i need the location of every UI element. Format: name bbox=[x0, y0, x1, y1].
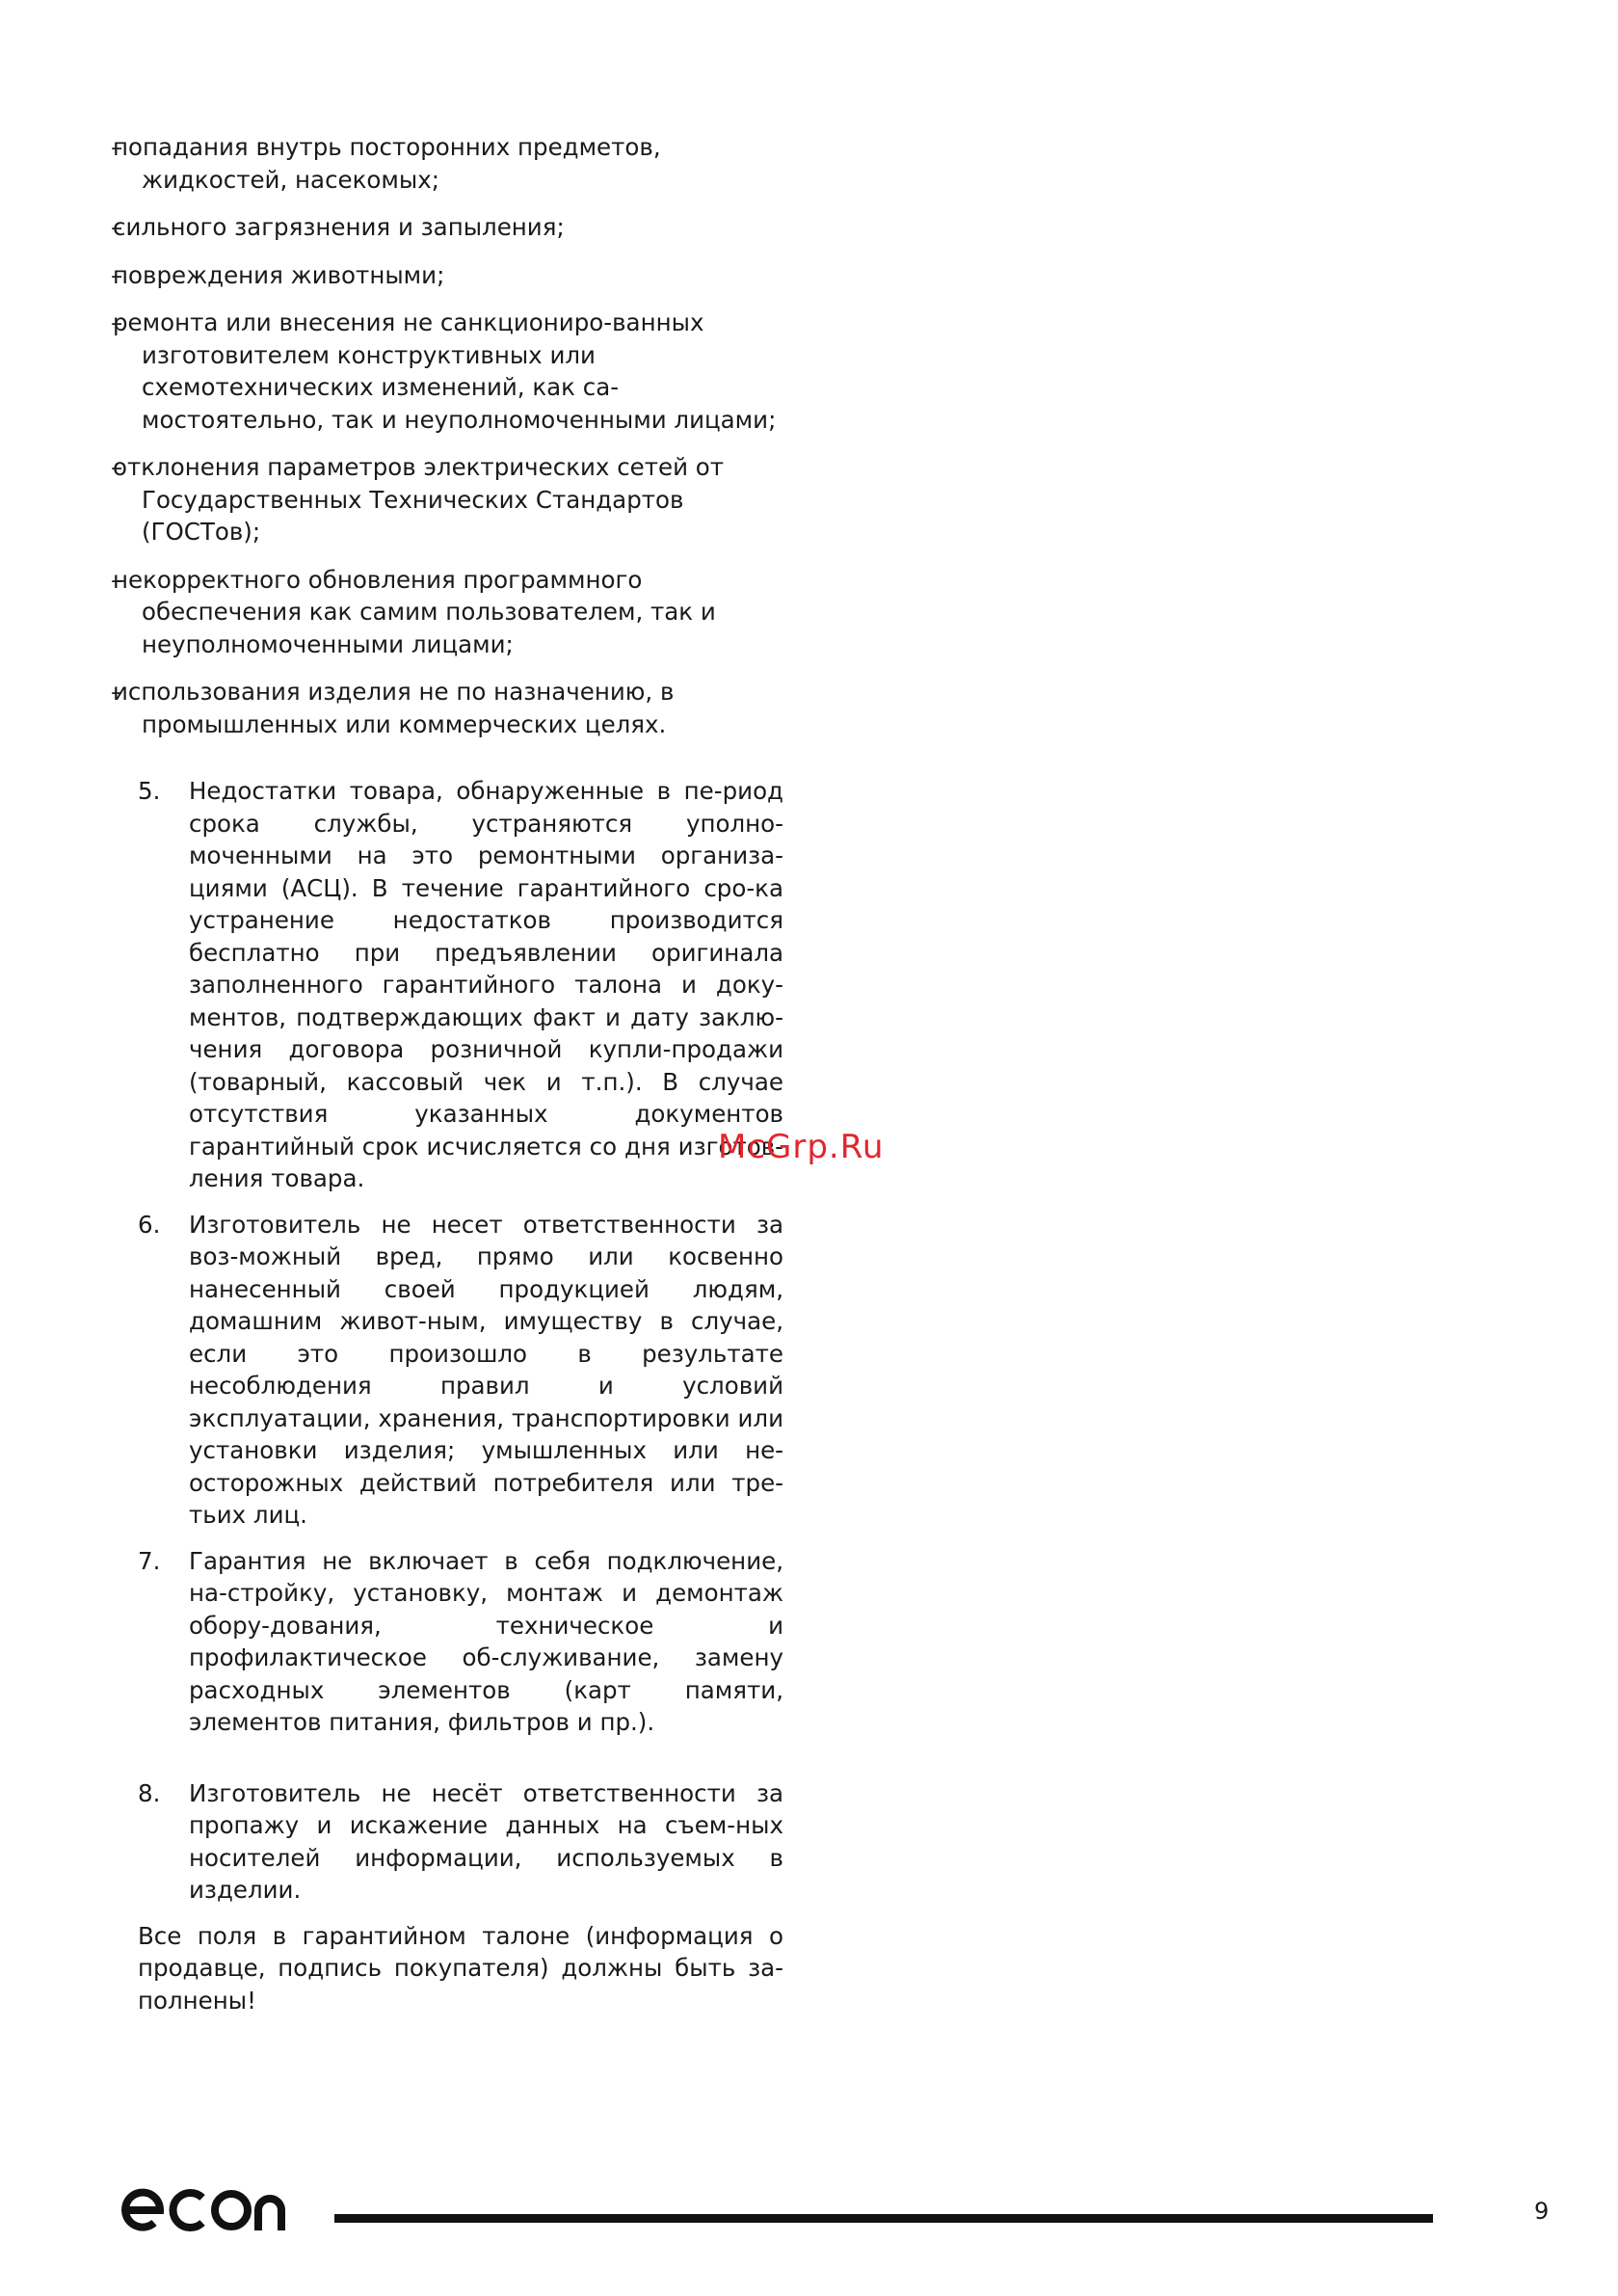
list-item: – некорректного обновления программного обеспечения как самим пользователем, так и неуполномоченными лицами; bbox=[51, 564, 783, 661]
final-note: Все поля в гарантийном талоне (информация о продавце, подпись покупателя) должны быть за-полнены! bbox=[138, 1921, 783, 2015]
item-text: Изготовитель не несёт ответственности за пропажу и искажение данных на съем-ных носителей информации, используемых в изделии. bbox=[189, 1778, 783, 1904]
econ-logo bbox=[118, 2180, 289, 2236]
numbered-item-6 bbox=[138, 1209, 783, 1532]
numbered-item-8 bbox=[138, 1777, 783, 1907]
list-item: – повреждения животными; bbox=[51, 259, 783, 292]
item-number: 6. bbox=[138, 1210, 161, 1239]
list-item: – отклонения параметров электрических сетей от Государственных Технических Стандартов (ГОСТов); bbox=[51, 451, 783, 548]
item-number: 7. bbox=[138, 1546, 161, 1575]
list-item: – ремонта или внесения не санкциониро-ванных изготовителем конструктивных или схемотехнических изменений, как са-мостоятельно, так и неуполномоченными лицами; bbox=[51, 307, 783, 436]
item-number: 5. bbox=[138, 777, 161, 805]
item-text: Изготовитель не несет ответственности за воз-можный вред, прямо или косвенно нанесенный своей продукцией людям, домашним живот-ным, имуществу в случае, если это произошло в результате несоблюдения правил и условий эксплуатации, хранения, транспортировки или установки изделия; умышленных или не-осторожных действий потребителя или тре-тьих лиц. bbox=[189, 1210, 783, 1529]
exclusion-list bbox=[51, 131, 783, 740]
document-body bbox=[113, 131, 783, 2016]
item-text: Гарантия не включает в себя подключение, на-стройку, установку, монтаж и демонтаж обору-дования, техническое и профилактическое об-служивание, замену расходных элементов (карт памяти, элементов питания, фильтров и пр.). bbox=[189, 1546, 783, 1736]
page-number: 9 bbox=[1534, 2198, 1550, 2225]
list-item: – попадания внутрь посторонних предметов, жидкостей, насекомых; bbox=[51, 131, 783, 196]
list-item: – использования изделия не по назначению, в промышленных или коммерческих целях. bbox=[51, 676, 783, 740]
item-number: 8. bbox=[138, 1778, 161, 1807]
item-text: Недостатки товара, обнаруженные в пе-риод срока службы, устраняются уполно-моченными на это ремонтными организа-циями (АСЦ). В течение гарантийного сро-ка устранение недостатков производится бесплатно при предъявлении оригинала заполненного гарантийного талона и доку-ментов, подтверждающих факт и дату заклю-чения договора розничной купли-продажи (товарный, кассовый чек и т.п.). В случае отсутствия указанных документов гарантийный срок исчисляется со дня изготов-ления товара. bbox=[189, 777, 783, 1192]
footer-rule bbox=[334, 2214, 1433, 2223]
numbered-item-7 bbox=[138, 1545, 783, 1739]
watermark: McGrp.Ru bbox=[718, 1128, 885, 1166]
list-item: – сильного загрязнения и запыления; bbox=[51, 211, 783, 244]
numbered-item-5 bbox=[138, 775, 783, 1195]
